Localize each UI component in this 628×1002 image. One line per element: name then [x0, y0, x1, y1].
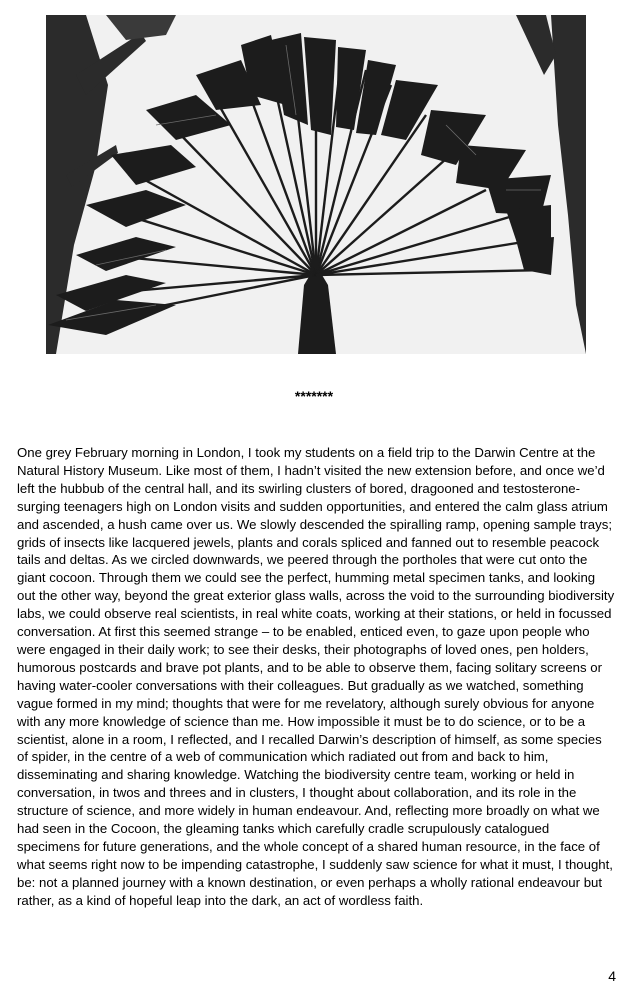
section-divider: *******: [294, 388, 334, 404]
traveller-palm-photo: [46, 15, 586, 354]
body-paragraph: One grey February morning in London, I took my students on a field trip to the Darwin Centre at the Natural History Museum. Like most of them, I hadn’t visited the new extension before, and once we’d left the hubbub of the central hall, and its swirling clusters of bored, dragooned and testosterone-surging teenagers high on London visits and sudden opportunities, and entered the calm glass atrium and ascended, a hush came over us. We slowly descended the spiralling ramp, opening sample trays; grids of insects like lacquered jewels, plants and corals spliced and fanned out to resemble peacock tails and deltas. As we circled downwards, we peered through the portholes that were cut onto the giant cocoon. Through them we could see the perfect, humming metal specimen tanks, and looking out the other way, beyond the great exterior glass walls, across the void to the surrounding biodiversity labs, we could observe real scientists, in real white coats, working at their stations, or held in focussed conversation. At first this seemed strange – to be enabled, enticed even, to gaze upon people who were engaged in their daily work; to see their desks, their photographs of loved ones, pen holders, humorous postcards and brave pot plants, and to be able to observe them, facing solitary screens or having water-cooler conversations with their colleagues. But gradually as we watched, something vague formed in my mind; thoughts that were for me revelatory, although surely obvious for anyone with any more knowledge of science than me. How impossible it must be to do science, or to be a scientist, alone in a room, I reflected, and I recalled Darwin’s description of himself, as some species of spider, in the centre of a web of communication which radiated out from and back to him, disseminating and sharing knowledge. Watching the biodiversity centre team, working or held in conversation, in twos and threes and in clusters, I thought about collaboration, and its role in the structure of science, and more widely in human endeavour. And, reflecting more broadly on what we had seen in the Cocoon, the gleaming tanks which carefully cradle scrupulously catalogued specimens for future generations, and the whole concept of a shared human resource, in the face of what seems right now to be impending catastrophe, I suddenly saw science for what it must, I thought, be: not a planned journey with a known destination, or even perhaps a wholly rational endeavour but rather, as a kind of hopeful leap into the dark, an act of wordless faith.: [17, 445, 615, 908]
page-number: 4: [608, 968, 616, 984]
